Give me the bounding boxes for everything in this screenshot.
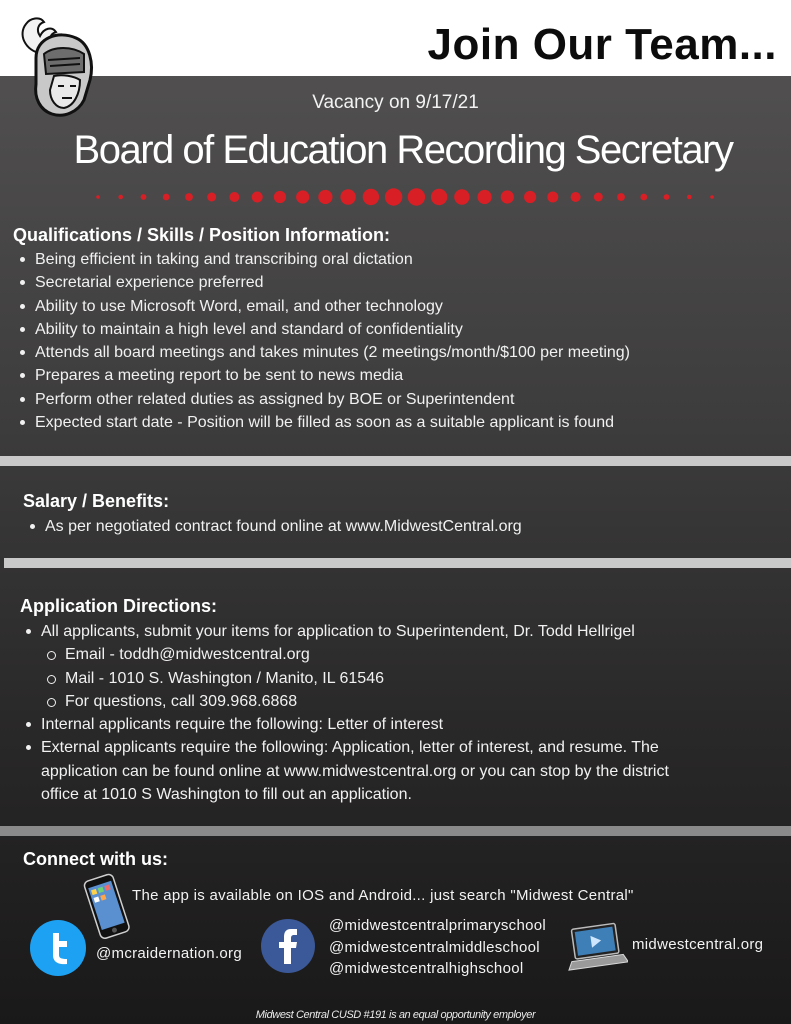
facebook-handles[interactable] — [329, 915, 546, 980]
list-item: Perform other related duties as assigned by BOE or Superintendent — [13, 388, 773, 411]
list-item: All applicants, submit your items for application to Superintendent, Dr. Todd Hellrigel — [19, 620, 779, 643]
application-heading: Application Directions: — [20, 596, 218, 616]
vacancy-date: Vacancy on 9/17/21 — [312, 92, 479, 113]
app-availability-text: The app is available on IOS and Android... just search "Midwest Central" — [132, 887, 634, 904]
decorative-dot-row — [90, 186, 720, 208]
decorative-dot — [547, 192, 558, 203]
decorative-dot — [478, 190, 492, 204]
decorative-dot — [710, 195, 714, 199]
twitter-icon[interactable] — [29, 919, 87, 977]
decorative-dot — [687, 195, 692, 200]
qualifications-heading: Qualifications / Skills / Position Information: — [13, 225, 391, 245]
decorative-dot — [163, 194, 170, 201]
list-item: Secretarial experience preferred — [13, 271, 773, 294]
decorative-dot — [571, 192, 581, 202]
connect-heading: Connect with us: — [23, 849, 168, 869]
decorative-dot — [141, 194, 147, 200]
decorative-dot — [252, 192, 263, 203]
decorative-dot — [431, 189, 447, 205]
decorative-dot — [340, 189, 355, 204]
decorative-dot — [229, 192, 239, 202]
salary-list — [23, 515, 773, 538]
smartphone-icon — [80, 872, 136, 942]
page-title: Join Our Team... — [427, 20, 777, 69]
list-item-continuation: application can be found online at www.midwestcentral.org or you can stop by the district — [41, 762, 669, 780]
section-divider — [0, 456, 791, 466]
list-item: Ability to use Microsoft Word, email, and other technology — [13, 295, 773, 318]
footer-eoe: Midwest Central CUSD #191 is an equal opportunity employer — [255, 1009, 536, 1021]
section-divider — [4, 558, 791, 568]
decorative-dot — [617, 193, 625, 201]
list-item: Being efficient in taking and transcribing oral dictation — [13, 248, 773, 271]
list-item: Attends all board meetings and takes minutes (2 meetings/month/$100 per meeting) — [13, 341, 773, 364]
facebook-handle-primary[interactable]: @midwestcentralprimaryschool — [329, 917, 547, 934]
decorative-dot — [501, 190, 514, 203]
facebook-handle-high[interactable]: @midwestcentralhighschool — [329, 960, 524, 977]
position-title: Board of Education Recording Secretary — [73, 128, 733, 172]
decorative-dot — [594, 193, 603, 202]
header-bar — [0, 0, 791, 76]
decorative-dot — [524, 191, 536, 203]
list-item: Prepares a meeting report to be sent to news media — [13, 364, 773, 387]
decorative-dot — [454, 189, 469, 204]
twitter-handle[interactable]: @mcraidernation.org — [96, 945, 242, 962]
list-item-continuation: office at 1010 S Washington to fill out an application. — [41, 786, 412, 804]
list-item: Internal applicants require the following: Letter of interest — [19, 713, 779, 736]
laptop-icon — [566, 920, 628, 974]
list-subitem: Email - toddh@midwestcentral.org — [19, 643, 779, 666]
decorative-dot — [385, 188, 402, 205]
decorative-dot — [408, 188, 425, 205]
facebook-icon[interactable] — [260, 918, 316, 974]
decorative-dot — [274, 191, 286, 203]
decorative-dot — [296, 190, 309, 203]
qualifications-list — [13, 248, 773, 434]
decorative-dot — [664, 194, 670, 200]
list-subitem: For questions, call 309.968.6868 — [19, 690, 779, 713]
decorative-dot — [96, 195, 100, 199]
decorative-dot — [640, 194, 647, 201]
list-item: Ability to maintain a high level and standard of confidentiality — [13, 318, 773, 341]
salary-heading: Salary / Benefits: — [23, 491, 170, 511]
decorative-dot — [118, 195, 123, 200]
website-link[interactable]: midwestcentral.org — [632, 936, 764, 953]
decorative-dot — [207, 193, 216, 202]
list-item: External applicants require the following: Application, letter of interest, and resume. The — [19, 736, 779, 759]
facebook-handle-middle[interactable]: @midwestcentralmiddleschool — [329, 938, 540, 956]
list-subitem: Mail - 1010 S. Washington / Manito, IL 61546 — [19, 667, 779, 690]
list-item: Expected start date - Position will be filled as soon as a suitable applicant is found — [13, 411, 773, 434]
application-list — [19, 620, 779, 806]
list-item: As per negotiated contract found online at www.MidwestCentral.org — [23, 515, 773, 538]
decorative-dot — [185, 193, 193, 201]
section-divider — [0, 826, 791, 836]
decorative-dot — [318, 190, 332, 204]
decorative-dot — [363, 189, 379, 205]
